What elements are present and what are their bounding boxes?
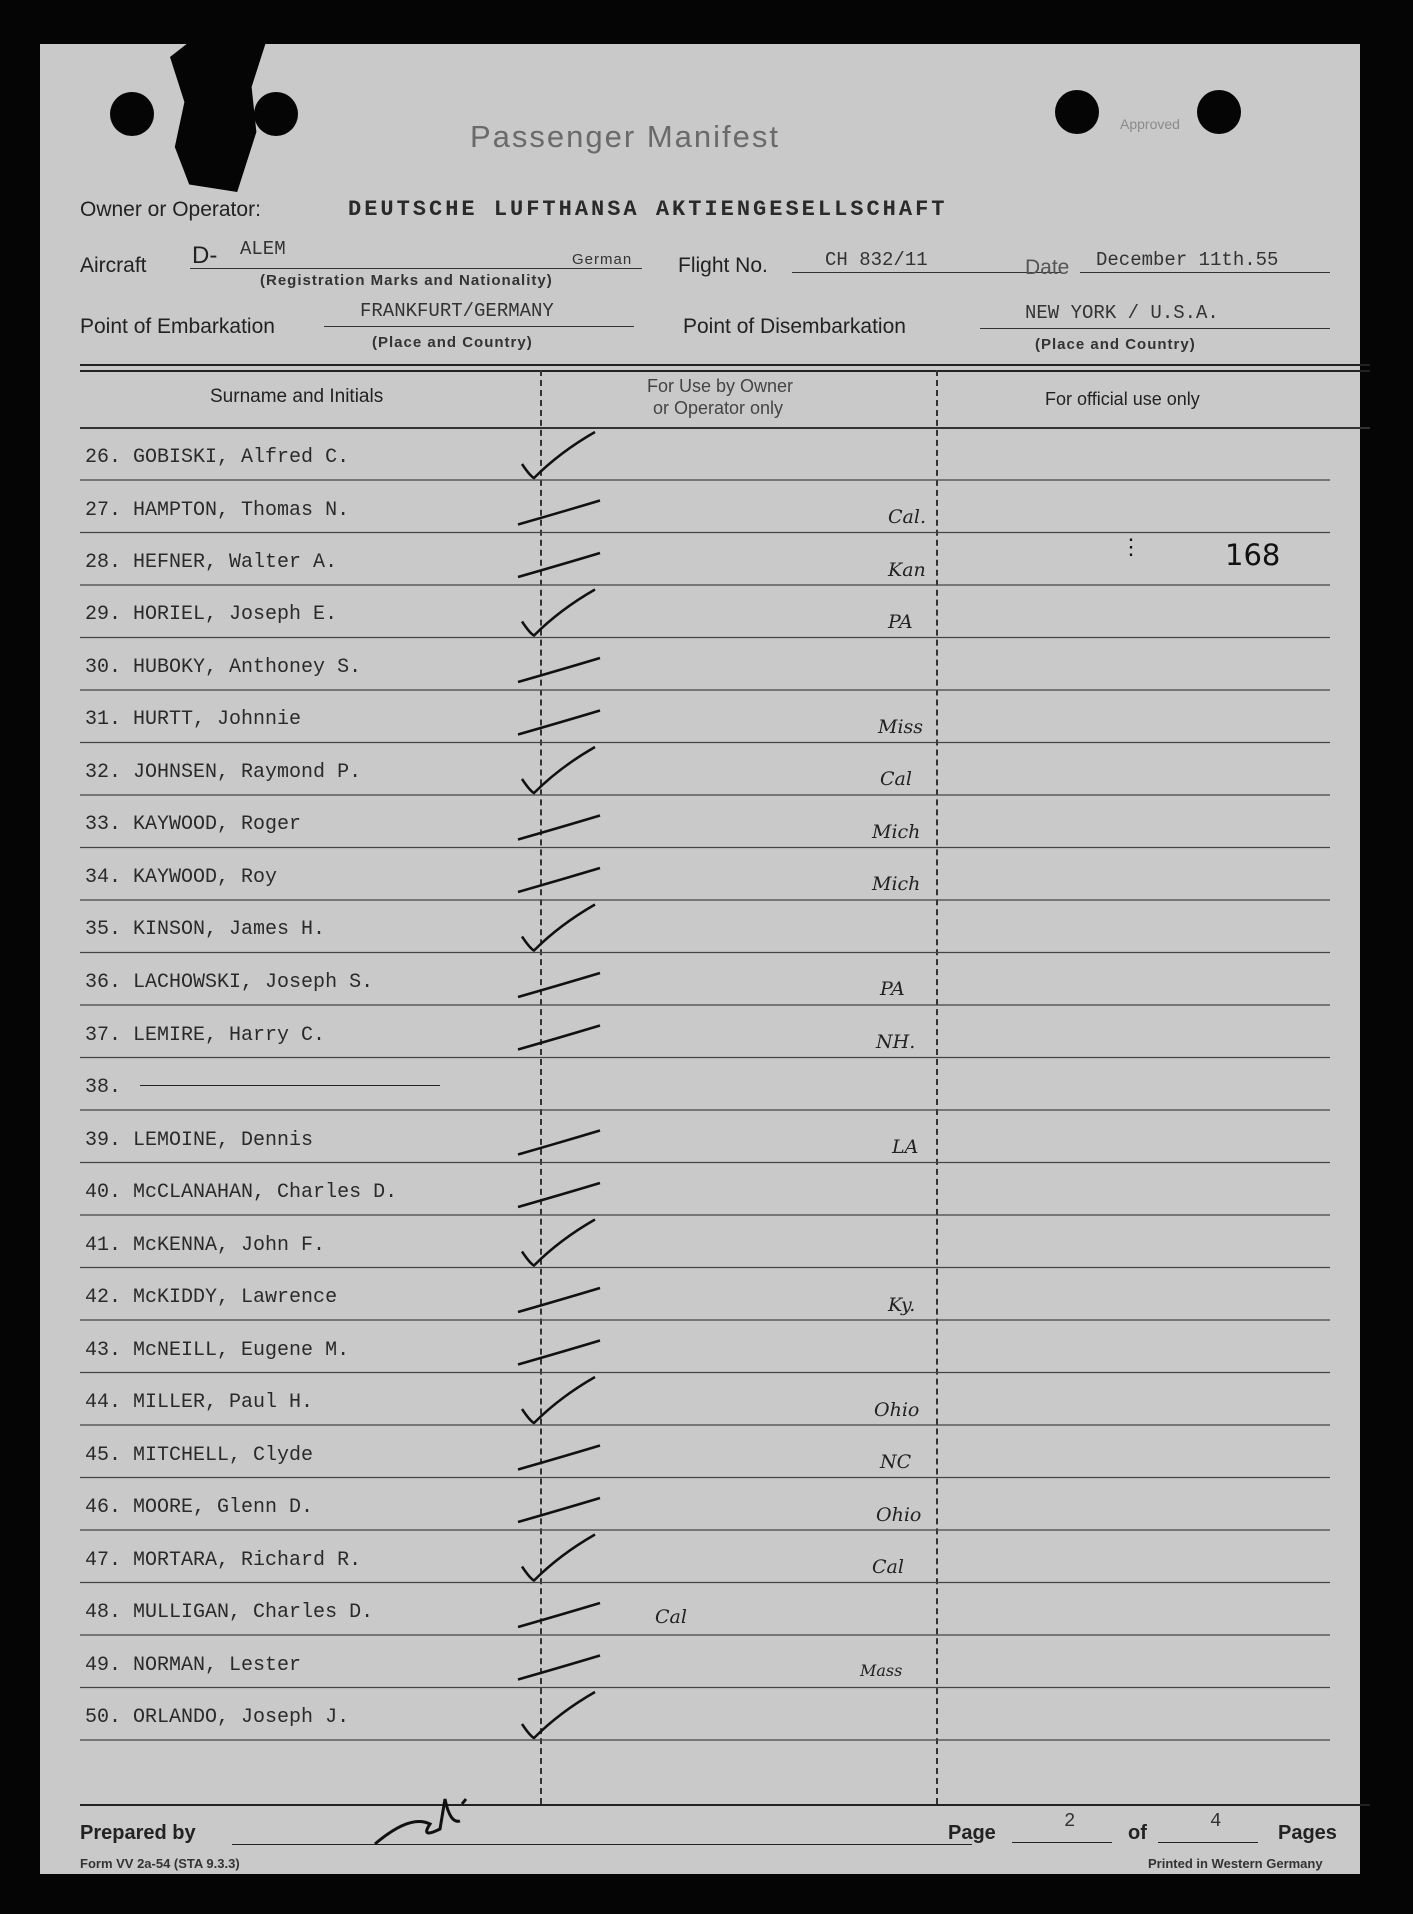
passenger-row: 37. LEMIRE, Harry C.: [85, 1024, 326, 1047]
state-note: LA: [892, 1136, 919, 1158]
passenger-row: 40. McCLANAHAN, Charles D.: [85, 1181, 398, 1204]
passenger-row: 44. MILLER, Paul H.: [85, 1391, 314, 1414]
passenger-row: 42. McKIDDY, Lawrence: [85, 1286, 338, 1309]
check-mark: [518, 501, 600, 525]
check-mark: [522, 590, 595, 636]
state-note: Cal.: [888, 506, 926, 528]
disembarkation-label: Point of Disembarkation: [683, 315, 906, 338]
state-note: Cal: [655, 1606, 687, 1628]
state-note: Mich: [872, 873, 921, 895]
passenger-row: 35. KINSON, James H.: [85, 918, 326, 941]
operator-label: Owner or Operator:: [80, 198, 261, 221]
signature-icon: [370, 1769, 480, 1849]
state-note: Ohio: [874, 1399, 920, 1421]
page-number: 2: [1064, 1810, 1076, 1832]
passenger-row: 26. GOBISKI, Alfred C.: [85, 446, 350, 469]
disembarkation-value: NEW YORK / U.S.A.: [1025, 302, 1219, 324]
date-label: Date: [1025, 256, 1070, 279]
check-mark: [522, 432, 595, 478]
passenger-row: 38.: [85, 1076, 122, 1099]
check-mark: [518, 1498, 600, 1522]
date-value: December 11th.55: [1096, 249, 1279, 271]
check-mark: [518, 1288, 600, 1312]
check-mark: [522, 1535, 595, 1581]
prepared-by-label: Prepared by: [80, 1822, 196, 1844]
col-name-header: Surname and Initials: [210, 386, 384, 407]
embarkation-label: Point of Embarkation: [80, 315, 275, 338]
aircraft-nationality: German: [572, 251, 633, 268]
state-note: Kan: [888, 559, 926, 581]
check-mark: [518, 816, 600, 840]
state-note: Ky.: [888, 1294, 916, 1316]
state-note: NC: [880, 1451, 912, 1473]
col-official-header: For official use only: [1045, 389, 1200, 409]
passenger-row: 34. KAYWOOD, Roy: [85, 866, 278, 889]
state-note: Mich: [872, 821, 921, 843]
state-note: Miss: [878, 716, 924, 738]
check-mark: [518, 868, 600, 892]
passenger-row: 31. HURTT, Johnnie: [85, 708, 302, 731]
check-mark: [518, 1603, 600, 1627]
check-mark: [518, 658, 600, 682]
check-mark: [518, 1131, 600, 1155]
state-note: PA: [880, 978, 905, 1000]
passenger-row: 47. MORTARA, Richard R.: [85, 1549, 362, 1572]
passenger-row: 39. LEMOINE, Dennis: [85, 1129, 314, 1152]
page-title: Passenger Manifest: [470, 119, 780, 154]
check-mark: [522, 1220, 595, 1266]
corner-note: Approved: [1120, 116, 1180, 132]
passenger-row: 50. ORLANDO, Joseph J.: [85, 1706, 350, 1729]
aircraft-prefix: D-: [192, 242, 218, 269]
state-note: Cal: [880, 768, 912, 790]
aircraft-marks: ALEM: [240, 238, 286, 260]
passenger-row: 48. MULLIGAN, Charles D.: [85, 1601, 374, 1624]
flight-label: Flight No.: [678, 254, 768, 277]
passenger-row: 28. HEFNER, Walter A.: [85, 551, 338, 574]
passenger-row: 27. HAMPTON, Thomas N.: [85, 499, 350, 522]
passenger-row: 46. MOORE, Glenn D.: [85, 1496, 314, 1519]
aircraft-caption: (Registration Marks and Nationality): [260, 272, 553, 289]
official-dots-icon: ⋮: [1120, 534, 1142, 559]
form-code: Form VV 2a-54 (STA 9.3.3): [80, 1856, 240, 1871]
aircraft-label: Aircraft: [80, 254, 147, 277]
total-pages: 4: [1210, 1810, 1222, 1832]
check-mark: [518, 1446, 600, 1470]
passenger-row: 30. HUBOKY, Anthoney S.: [85, 656, 362, 679]
pages-label: Pages: [1278, 1822, 1337, 1844]
official-mark: 168: [1225, 538, 1281, 572]
page-label: Page: [948, 1822, 996, 1844]
state-note: Cal: [872, 1556, 904, 1578]
check-mark: [518, 973, 600, 997]
check-mark: [518, 1026, 600, 1050]
passenger-row: 29. HORIEL, Joseph E.: [85, 603, 338, 626]
check-mark: [522, 1377, 595, 1423]
passenger-row: 32. JOHNSEN, Raymond P.: [85, 761, 362, 784]
col-owner-header-2: or Operator only: [653, 398, 784, 418]
passenger-row: 33. KAYWOOD, Roger: [85, 813, 302, 836]
printed-note: Printed in Western Germany: [1148, 1856, 1323, 1871]
check-mark: [522, 747, 595, 793]
disembarkation-caption: (Place and Country): [1035, 336, 1196, 353]
flight-value: CH 832/11: [825, 249, 928, 271]
embarkation-value: FRANKFURT/GERMANY: [360, 300, 554, 322]
state-note: PA: [888, 611, 913, 633]
embarkation-caption: (Place and Country): [372, 334, 533, 351]
state-note: Ohio: [876, 1504, 922, 1526]
check-mark: [522, 1692, 595, 1738]
passenger-row: 45. MITCHELL, Clyde: [85, 1444, 314, 1467]
passenger-row: 49. NORMAN, Lester: [85, 1654, 302, 1677]
check-mark: [518, 1656, 600, 1680]
check-mark: [518, 553, 600, 577]
row-lines-and-checks: [40, 44, 1360, 1874]
state-note: Mass: [860, 1661, 903, 1680]
passenger-row: 43. McNEILL, Eugene M.: [85, 1339, 350, 1362]
operator-value: DEUTSCHE LUFTHANSA AKTIENGESELLSCHAFT: [348, 197, 948, 222]
passenger-row: 36. LACHOWSKI, Joseph S.: [85, 971, 374, 994]
manifest-sheet: [40, 44, 1360, 1874]
col-owner-header-1: For Use by Owner: [647, 376, 794, 396]
state-note: NH.: [876, 1031, 916, 1053]
check-mark: [518, 1341, 600, 1365]
check-mark: [518, 1183, 600, 1207]
passenger-row: 41. McKENNA, John F.: [85, 1234, 326, 1257]
check-mark: [522, 905, 595, 951]
check-mark: [518, 711, 600, 735]
of-label: of: [1128, 1822, 1147, 1844]
